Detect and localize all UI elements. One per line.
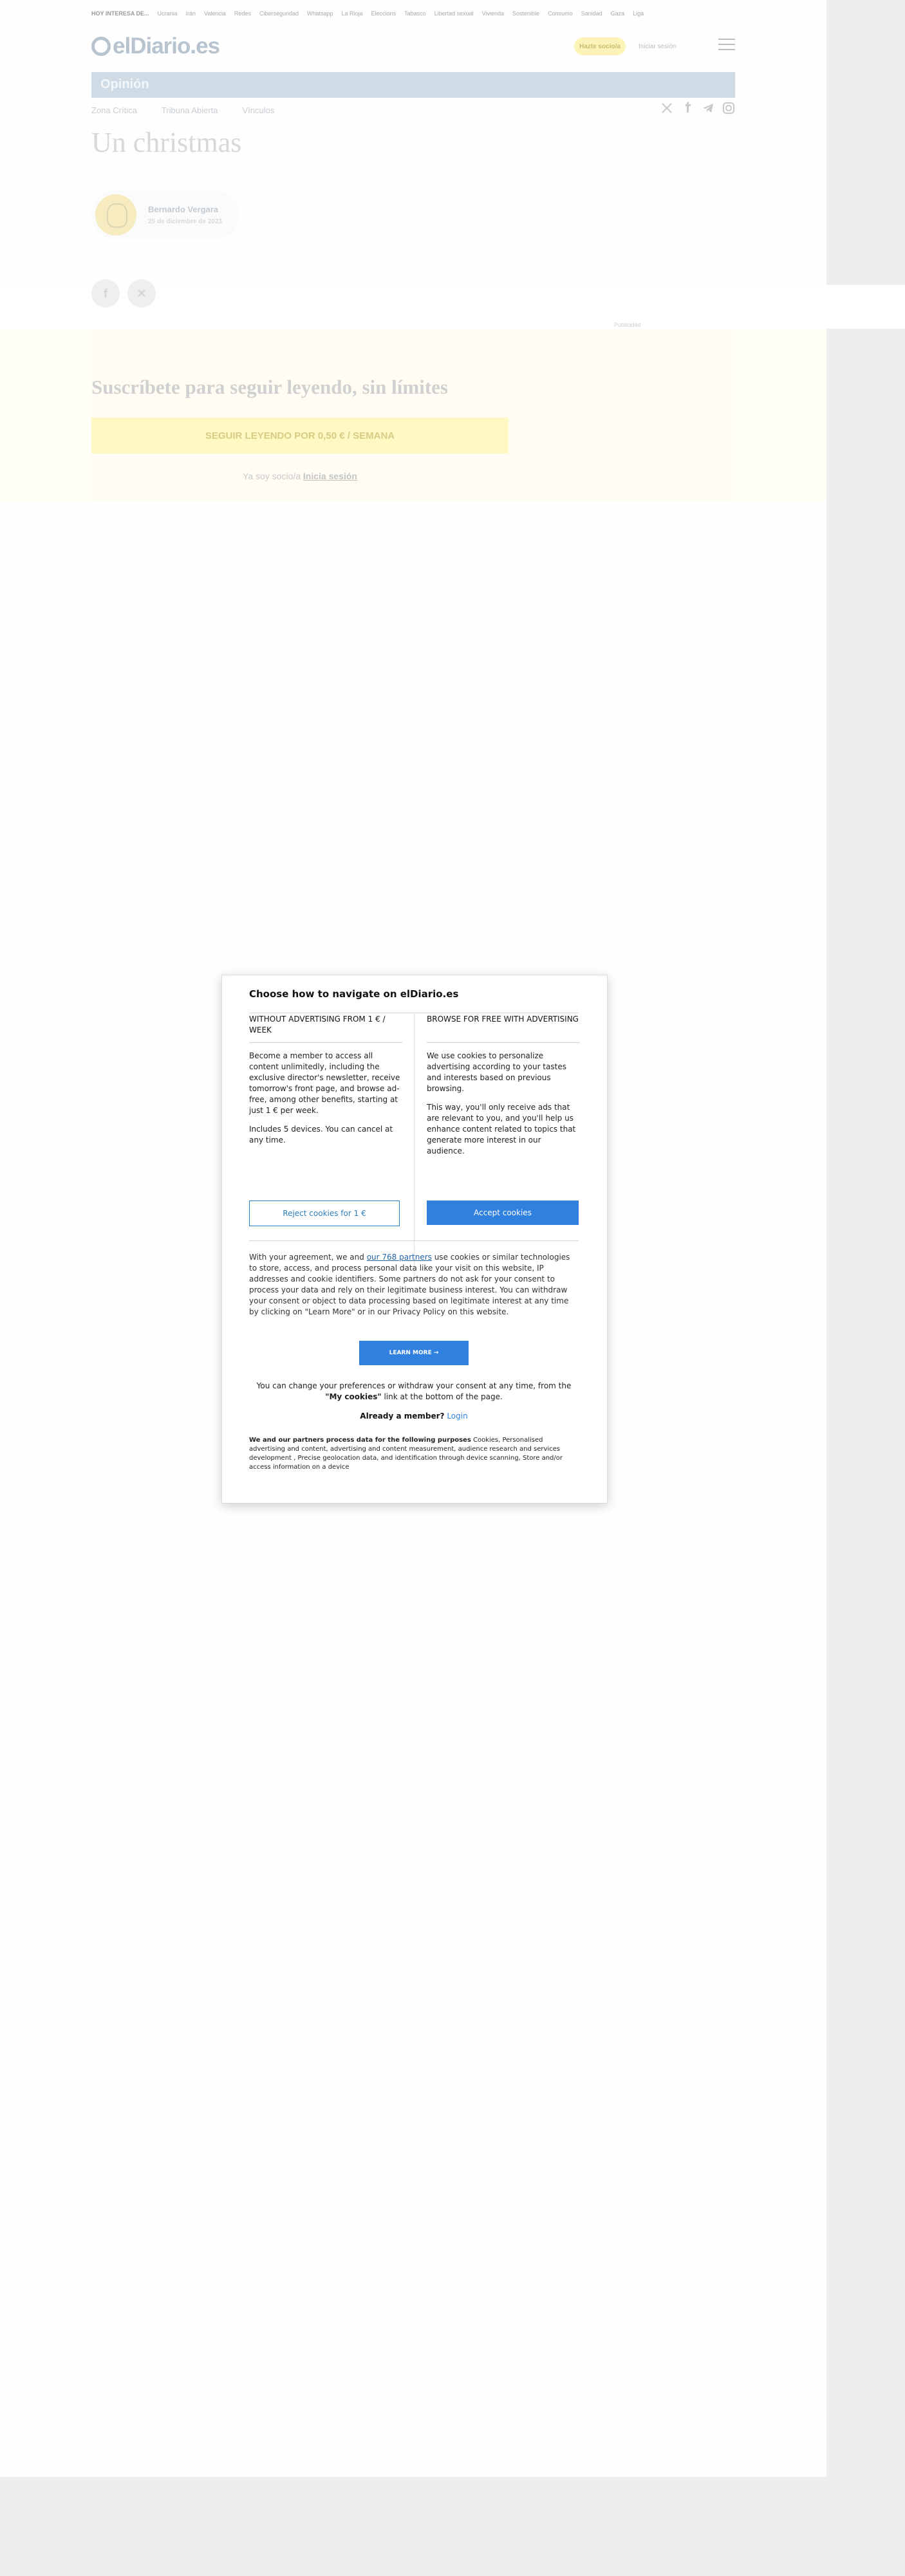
trending-item[interactable]: Tabasco — [404, 10, 426, 17]
pref-pre: You can change your preferences or withdraw your consent at any time, from the — [256, 1381, 572, 1390]
member-login — [249, 1412, 579, 1421]
paywall-login — [91, 471, 508, 481]
author-date: 25 de diciembre de 2023 — [148, 218, 223, 225]
divider — [249, 1240, 579, 1241]
trending-item[interactable]: Whatsapp — [306, 10, 333, 17]
instagram-icon[interactable] — [722, 102, 735, 115]
paywall-inner — [91, 329, 735, 502]
login-link[interactable]: Iniciar sesión — [639, 42, 676, 50]
trending-item[interactable]: Gaza — [610, 10, 625, 17]
author-avatar — [95, 194, 136, 235]
paywall — [0, 329, 826, 502]
trending-item[interactable]: Consumo — [548, 10, 573, 17]
no-ads-devices: Includes 5 devices. You can cancel at any time. — [249, 1125, 393, 1145]
logo-ring-icon — [91, 37, 111, 56]
share-buttons — [91, 279, 735, 308]
social-links — [660, 102, 735, 115]
trending-item[interactable]: Sanidad — [581, 10, 602, 17]
trending-item[interactable]: Liga — [633, 10, 644, 17]
trending-bar — [91, 5, 735, 22]
subnav-item[interactable]: Tribuna Abierta — [161, 105, 218, 115]
paywall-login-link[interactable]: Inicia sesión — [303, 471, 357, 481]
trending-item[interactable]: Vivienda — [481, 10, 505, 17]
purposes-list: Cookies, Personalised advertising and content, advertising and content measurement, audience research and services development , Precise geolocation data, and identification through device scanning, Store and/or access information on a device — [249, 1437, 563, 1471]
trending-item[interactable]: Libertad sexual — [434, 10, 474, 17]
paywall-title: Suscríbete para seguir leyendo, sin límites — [91, 376, 448, 398]
reject-cookies-button[interactable]: Reject cookies for 1 € — [249, 1201, 400, 1226]
subnav-item[interactable]: Zona Crítica — [91, 105, 137, 115]
pref-post: link at the bottom of the page. — [381, 1392, 503, 1401]
x-icon[interactable] — [660, 102, 673, 115]
trending-lead: HOY INTERESA DE... — [91, 10, 149, 17]
divider — [249, 1042, 402, 1043]
trending-item[interactable]: Valencia — [204, 10, 226, 17]
trending-item[interactable]: Sostenible — [512, 10, 540, 17]
consent-body — [249, 1252, 579, 1318]
trending-item[interactable]: Redes — [234, 10, 251, 17]
paywall-login-prefix: Ya soy socio/a — [243, 471, 301, 481]
no-ads-text: Become a member to access all content unlimitedly, including the exclusive director's newsletter, receive tomorrow's front page, and browse ad-free, among other benefits, starting at just 1 € per week. — [249, 1051, 400, 1115]
section-label: Opinión — [100, 77, 149, 91]
trending-item[interactable]: Eleccions — [371, 10, 397, 17]
share-facebook-icon[interactable]: f — [91, 279, 120, 308]
author-name: Bernardo Vergara — [148, 205, 219, 214]
purposes-heading: We and our partners process data for the following purposes — [249, 1437, 471, 1444]
site-header — [91, 30, 735, 63]
hazte-socio-button[interactable]: Hazte socio/a — [574, 37, 626, 55]
member-login-link[interactable]: Login — [447, 1412, 468, 1421]
telegram-icon[interactable] — [702, 102, 714, 115]
partners-link[interactable]: our 768 partners — [366, 1253, 432, 1262]
consent-body-post: use cookies or similar technologies to store, access, and process personal data like your visit on this website, IP addresses and cookie identifiers. Some partners do not ask for your consent to process your data and rely on their legitimate business interest. You can withdraw your consent or object to data processing based on legitimate interest at any time by clicking on "Learn More" or in our Privacy Policy on this website. — [249, 1253, 570, 1316]
hamburger-menu-icon[interactable] — [718, 39, 735, 51]
author-card[interactable] — [91, 190, 239, 239]
no-ads-heading: WITHOUT ADVERTISING FROM 1 € / WEEK — [249, 1015, 386, 1035]
ad-label: Publicidad — [614, 322, 641, 328]
learn-more-button[interactable]: LEARN MORE → — [359, 1341, 469, 1365]
column-separator — [414, 1014, 415, 1278]
subscribe-button[interactable]: SEGUIR LEYENDO POR 0,50 € / SEMANA — [91, 418, 508, 454]
site-logo[interactable] — [91, 33, 219, 59]
trending-item[interactable]: Ucrania — [157, 10, 178, 17]
my-cookies-label: "My cookies" — [325, 1392, 382, 1401]
subnav-item[interactable]: Vínculos — [242, 105, 275, 115]
free-text-2: This way, you'll only receive ads that are relevant to you, and you'll help us enhance content related to topics that generate more interest in our audience. — [427, 1103, 576, 1155]
preferences-text — [249, 1381, 579, 1403]
logo-text: elDiario.es — [113, 33, 220, 59]
divider — [427, 1042, 580, 1043]
section-bar[interactable] — [91, 72, 735, 98]
sub-navigation — [91, 102, 735, 118]
consent-title: Choose how to navigate on elDiario.es — [249, 988, 459, 1000]
share-x-icon[interactable]: ✕ — [127, 279, 156, 308]
free-heading: BROWSE FOR FREE WITH ADVERTISING — [427, 1015, 579, 1024]
facebook-icon[interactable] — [681, 102, 694, 115]
member-question: Already a member? — [360, 1412, 445, 1421]
accept-cookies-button[interactable]: Accept cookies — [427, 1201, 579, 1225]
no-ads-column — [249, 1014, 402, 1154]
trending-item[interactable]: Irán — [185, 10, 196, 17]
article-headline: Un christmas — [91, 127, 242, 158]
free-column — [427, 1014, 580, 1164]
purposes-text — [249, 1436, 579, 1472]
trending-item[interactable]: La Rioja — [341, 10, 363, 17]
cookie-consent-dialog — [221, 975, 608, 1504]
consent-body-pre: With your agreement, we and — [249, 1253, 367, 1262]
trending-item[interactable]: Ciberseguridad — [259, 10, 299, 17]
free-text-1: We use cookies to personalize advertising according to your tastes and interests based on previous browsing. — [427, 1051, 566, 1093]
